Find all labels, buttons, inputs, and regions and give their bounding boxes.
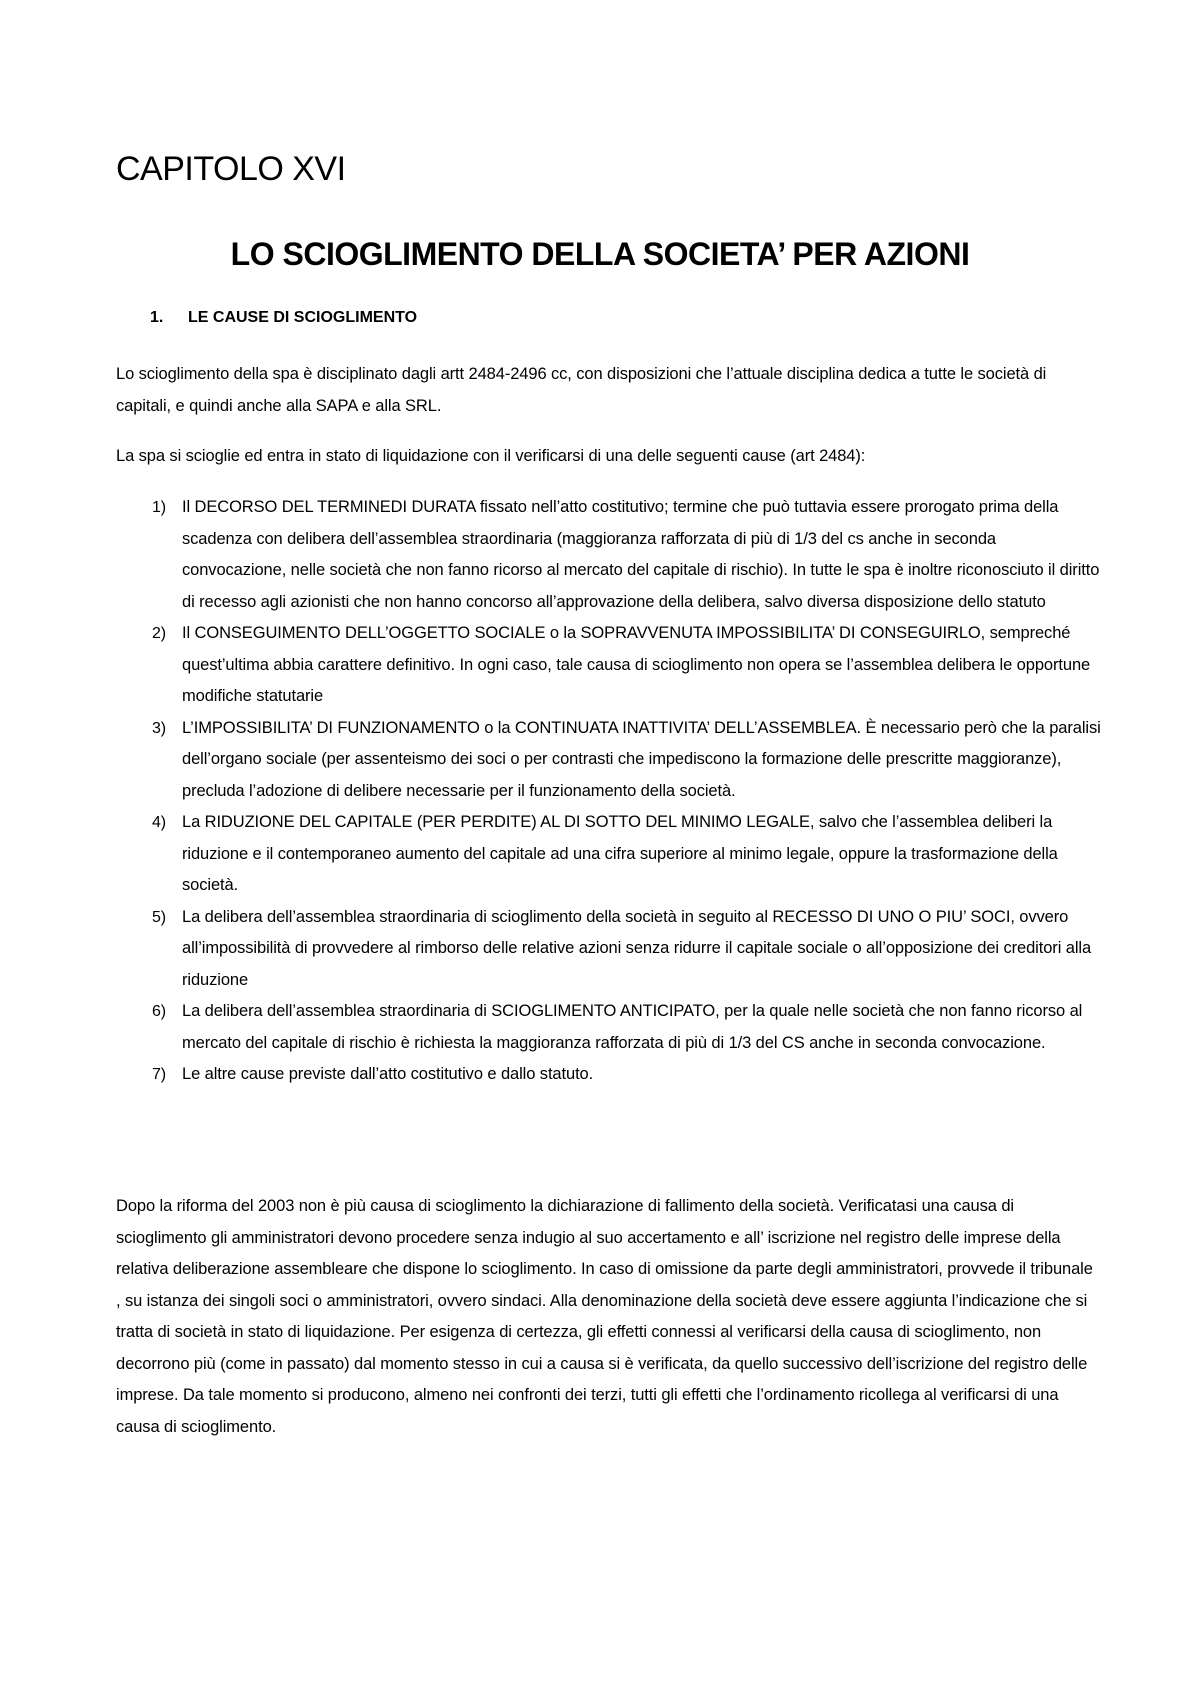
cause-item [116, 902, 1101, 997]
cause-number: 1) [152, 499, 167, 516]
causes-intro-paragraph: La spa si scioglie ed entra in stato di liquidazione con il verificarsi di una delle seguenti cause (art 2484): [116, 447, 866, 465]
cause-number: 5) [152, 908, 167, 926]
chapter-heading: CAPITOLO XVI [116, 150, 346, 188]
cause-item [116, 807, 1101, 902]
cause-item [116, 492, 1101, 618]
cause-item [116, 1059, 1101, 1091]
cause-text: Il DECORSO DEL TERMINEDI DURATA fissato nell’atto costitutivo; termine che può tuttavia essere prorogato prima della scadenza con delibera dell’assemblea straordinaria (maggioranza rafforzata di più di 1/3 del cs anche in seconda convocazione, nelle società che non fanno ricorso al mercato del capitale di rischio). In tutte le spa è inoltre riconosciuto il diritto di recesso agli azionisti che non hanno concorso all’approvazione della delibera, salvo diversa disposizione dello statuto [182, 498, 1100, 611]
cause-text: Il CONSEGUIMENTO DELL’OGGETTO SOCIALE o la SOPRAVVENUTA IMPOSSIBILITA’ DI CONSEGUIRLO, sempreché quest’ultima abbia carattere definitivo. In ogni caso, tale causa di scioglimento non opera se l’assemblea delibera le opportune modifiche statutarie [182, 624, 1091, 705]
intro-paragraph: Lo scioglimento della spa è disciplinato dagli artt 2484-2496 cc, con disposizioni che l’attuale disciplina dedica a tutte le società di capitali, e quindi anche alla SAPA e alla SRL. [116, 365, 1047, 415]
section-heading [150, 309, 417, 327]
cause-text: L’IMPOSSIBILITA’ DI FUNZIONAMENTO o la CONTINUATA INATTIVITA’ DELL’ASSEMBLEA. È necessario però che la paralisi dell’organo sociale (per assenteismo dei soci o per contrasti che impediscono la formazione delle prescritte maggioranze), precluda l’adozione di delibere necessarie per il funzionamento della società. [182, 718, 1101, 800]
cause-item [116, 618, 1101, 713]
cause-number: 2) [152, 625, 167, 642]
closing-paragraph: Dopo la riforma del 2003 non è più causa di scioglimento la dichiarazione di fallimento della società. Verificatasi una causa di scioglimento gli amministratori devono procedere senza indugio al suo accertamento e all’ iscrizione nel registro delle imprese della relativa deliberazione assembleare che dispone lo scioglimento. In caso di omissione da parte degli amministratori, provvede il tribunale , su istanza dei singoli soci o amministratori, ovvero sindaci. Alla denominazione della società deve essere aggiunta l’indicazione che si tratta di società in stato di liquidazione. Per esigenza di certezza, gli effetti connessi al verificarsi della causa di scioglimento, non decorrono più (come in passato) dal momento stesso in cui a causa si è verificata, da quello successivo dell’iscrizione del registro delle imprese. Da tale momento si producono, almeno nei confronti dei terzi, tutti gli effetti che l’ordinamento ricollega al verificarsi di una causa di scioglimento. [116, 1197, 1093, 1436]
cause-text: La RIDUZIONE DEL CAPITALE (PER PERDITE) AL DI SOTTO DEL MINIMO LEGALE, salvo che l’assemblea deliberi la riduzione e il contemporaneo aumento del capitale ad una cifra superiore al minimo legale, oppure la trasformazione della società. [182, 813, 1058, 894]
cause-number: 3) [152, 719, 167, 737]
causes-list [116, 492, 1101, 1091]
document-title: LO SCIOGLIMENTO DELLA SOCIETA’ PER AZIONI [230, 236, 970, 272]
cause-item [116, 996, 1101, 1059]
cause-text: Le altre cause previste dall’atto costitutivo e dallo statuto. [182, 1065, 594, 1083]
section-number: 1. [150, 309, 164, 326]
cause-item [116, 713, 1101, 808]
cause-text: La delibera dell’assemblea straordinaria di SCIOGLIMENTO ANTICIPATO, per la quale nelle società che non fanno ricorso al mercato del capitale di rischio è richiesta la maggioranza rafforzata di più di 1/3 del CS anche in seconda convocazione. [182, 1002, 1083, 1052]
cause-text: La delibera dell’assemblea straordinaria di scioglimento della società in seguito al RECESSO DI UNO O PIU’ SOCI, ovvero all’impossibilità di provvedere al rimborso delle relative azioni senza ridurre il capitale sociale o all’opposizione dei creditori alla riduzione [182, 907, 1092, 989]
cause-number: 6) [152, 1003, 167, 1020]
section-title: LE CAUSE DI SCIOGLIMENTO [188, 309, 418, 326]
cause-number: 4) [152, 814, 167, 831]
cause-number: 7) [152, 1066, 167, 1083]
